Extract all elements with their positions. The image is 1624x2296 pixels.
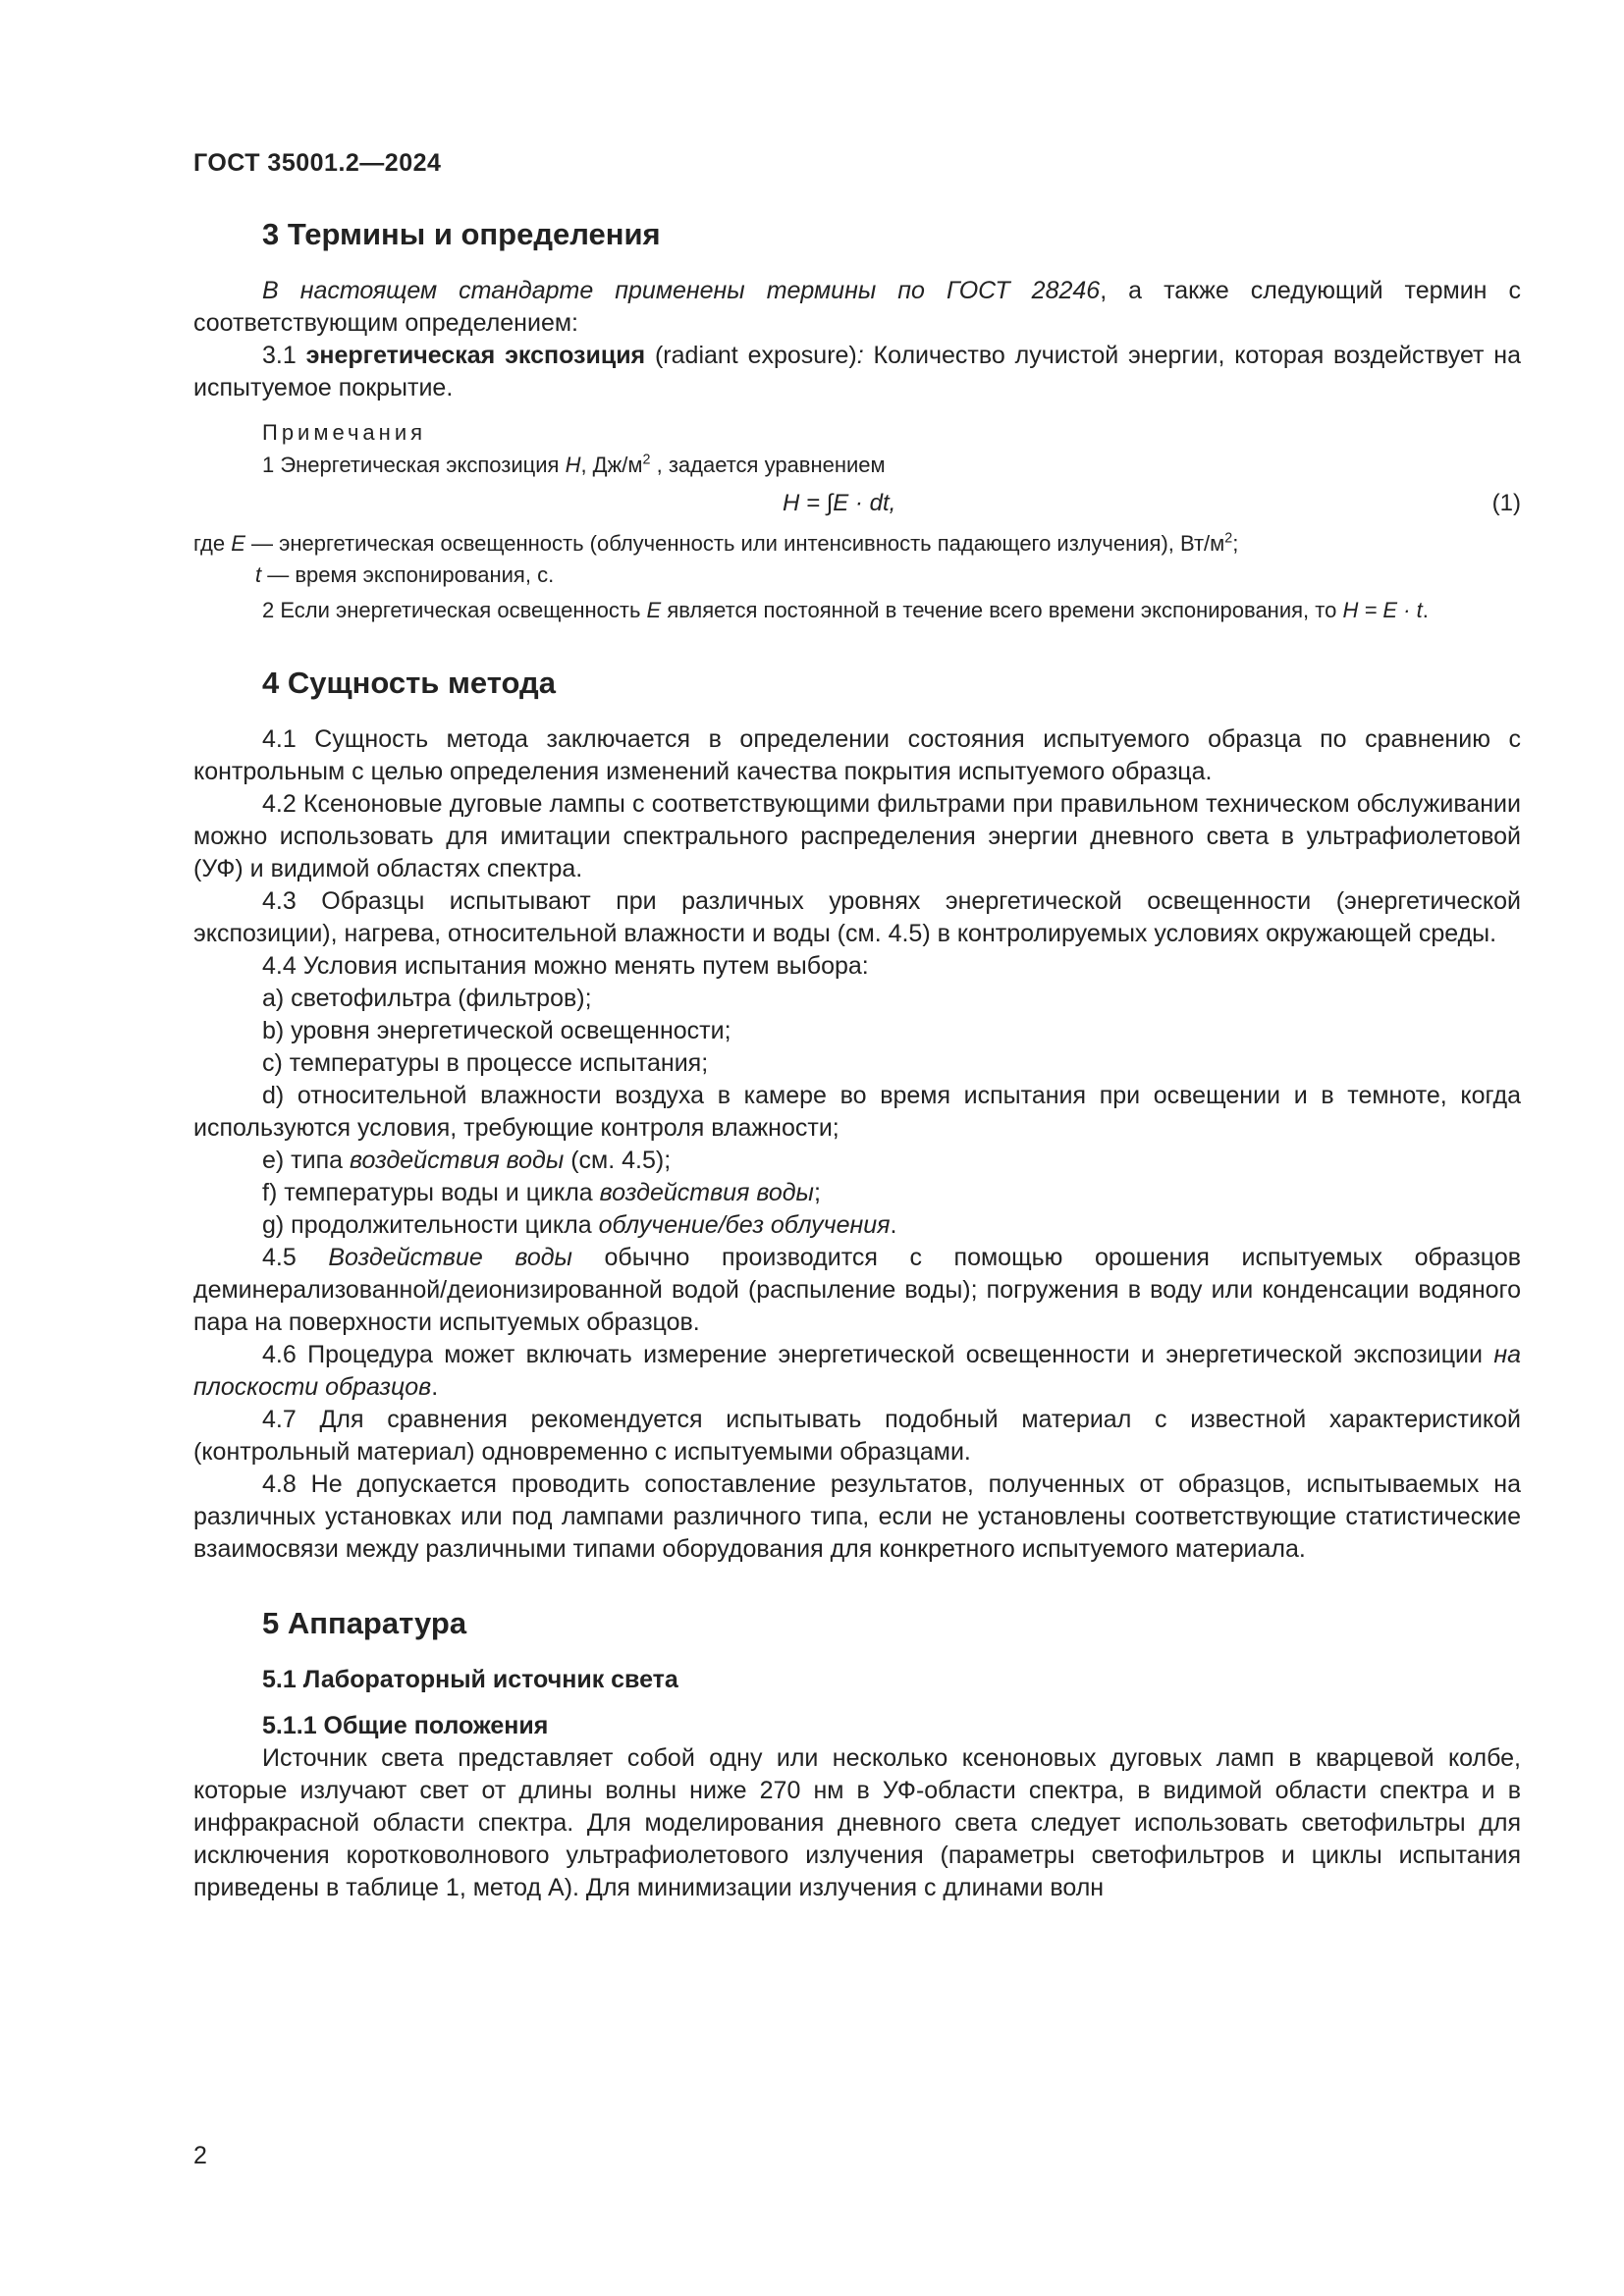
list-item-f-text-a: f) температуры воды и цикла [262, 1179, 600, 1206]
where-e-end: ; [1232, 531, 1239, 556]
note-1-text-c: , задается уравнением [650, 453, 886, 477]
intro-italic: В настоящем стандарте применены термины по ГОСТ 28246 [262, 277, 1101, 304]
term-english: (radiant exposure) [645, 342, 857, 369]
note-2-text-a: 2 Если энергетическая освещенность [262, 598, 647, 622]
paragraph-4-3: 4.3 Образцы испытывают при различных уровнях энергетической освещенности (энергетической экспозиции), нагрева, относительной влажности и воды (см. 4.5) в контролируемых условиях окружающей среды. [193, 887, 1521, 947]
paragraph-4-5-text: обычно производится с помощью орошения испытуемых образцов деминерализованной/деионизированной водой (распыление воды); погружения в воду или конденсации водяного пара на поверхности испытуемых образцов. [193, 1244, 1522, 1336]
where-t [255, 560, 1521, 591]
where-e [193, 528, 1521, 560]
list-item-e-italic: воздействия воды [349, 1147, 565, 1174]
term-colon: : [856, 342, 864, 369]
formula-number: (1) [1491, 490, 1521, 516]
term-3-1 [193, 340, 1521, 404]
list-item-b: b) уровня энергетической освещенности; [262, 1017, 731, 1044]
paragraph-4-4: 4.4 Условия испытания можно менять путем выбора: [262, 952, 869, 980]
list-item-d: d) относительной влажности воздуха в камере во время испытания при освещении и в темноте, когда используются условия, требующие контроля влажности; [193, 1082, 1521, 1142]
subsection-5-1-1-title: 5.1.1 Общие положения [262, 1712, 549, 1739]
document-header: ГОСТ 35001.2—2024 [193, 149, 442, 177]
paragraph-4-6-text: 4.6 Процедура может включать измерение энергетической освещенности и энергетической экспозиции [262, 1341, 1494, 1368]
section-4-title: 4 Сущность метода [262, 666, 556, 700]
list-item-c: c) температуры в процессе испытания; [262, 1049, 709, 1077]
note-2-formula: H = E · t [1342, 598, 1423, 622]
term-name: энергетическая экспозиция [305, 342, 646, 369]
list-item-g-italic: облучение/без облучения [598, 1211, 891, 1239]
paragraph-5-1-1: Источник света представляет собой одну или несколько ксеноновых дуговых ламп в кварцевой колбе, которые излучают свет от длины волны ниже 270 нм в УФ-области спектра, в видимой области спектра и в инфракрасной области спектра. Для моделирования дневного света следует использовать светофильтры для исключения коротковолнового ультрафиолетового излучения (параметры светофильтров и циклы испытания приведены в таблице 1, метод А). Для минимизации излучения с длинами волн [193, 1744, 1521, 1901]
note-1-text-a: 1 Энергетическая экспозиция [262, 453, 566, 477]
page-number: 2 [193, 2142, 207, 2169]
paragraph-4-1: 4.1 Сущность метода заключается в определении состояния испытуемого образца по сравнению с контрольным с целью определения изменений качества покрытия испытуемого образца. [193, 725, 1521, 785]
where-symbol-e: E [231, 531, 245, 556]
list-item-g [193, 1209, 1521, 1242]
paragraph-4-8: 4.8 Не допускается проводить сопоставление результатов, полученных от образцов, испытываемых на различных установках или под лампами различного типа, если не установлены соответствующие статистические взаимосвязи между различными типами оборудования для конкретного испытуемого материала. [193, 1470, 1521, 1563]
note-2-text-b: является постоянной в течение всего времени экспонирования, то [661, 598, 1343, 622]
list-item-f-italic: воздействия воды [599, 1179, 814, 1206]
note-1-text-b: , Дж/м [580, 453, 643, 477]
where-e-text: — энергетическая освещенность (облученность или интенсивность падающего излучения), Вт/м [244, 531, 1225, 556]
paragraph-4-6-italic: на плоскости образцов [193, 1341, 1521, 1401]
note-1-symbol-h: H [565, 453, 581, 477]
formula-1: H = ∫E · dt, [783, 490, 896, 516]
where-e-sup: 2 [1224, 530, 1233, 547]
paragraph-4-6-end: . [431, 1373, 439, 1401]
note-2-end: . [1422, 598, 1429, 622]
list-item-g-text-b: . [890, 1211, 897, 1239]
where-t-text: — время экспонирования, с. [261, 562, 555, 587]
list-item-g-text-a: g) продолжительности цикла [262, 1211, 599, 1239]
paragraph-4-5-number: 4.5 [262, 1244, 329, 1271]
paragraph-4-5 [193, 1242, 1521, 1339]
list-item-a: a) светофильтра (фильтров); [262, 985, 592, 1012]
note-2 [193, 595, 1521, 625]
list-item-f-text-b: ; [813, 1179, 821, 1206]
formula-row [193, 481, 1521, 524]
notes-title: Примечания [262, 420, 427, 445]
section-3-title: 3 Термины и определения [262, 217, 661, 251]
paragraph-4-2: 4.2 Ксеноновые дуговые лампы с соответствующими фильтрами при правильном техническом обслуживании можно использовать для имитации спектрального распределения энергии дневного света в ультрафиолетовой (УФ) и видимой областях спектра. [193, 790, 1521, 882]
section-3-intro [193, 275, 1521, 340]
list-item-e-text-b: (см. 4.5); [564, 1147, 672, 1174]
intro-rest: , а также следующий термин с соответствующим определением: [193, 277, 1522, 337]
paragraph-4-5-italic: Воздействие воды [328, 1244, 572, 1271]
paragraph-4-7: 4.7 Для сравнения рекомендуется испытывать подобный материал с известной характеристикой (контрольный материал) одновременно с испытуемыми образцами. [193, 1406, 1521, 1466]
term-definition: Количество лучистой энергии, которая воздействует на испытуемое покрытие. [193, 342, 1522, 401]
paragraph-4-6 [193, 1339, 1521, 1404]
where-label: где [193, 531, 232, 556]
list-item-e-text-a: e) типа [262, 1147, 350, 1174]
where-symbol-t: t [255, 562, 262, 587]
term-number: 3.1 [262, 342, 306, 369]
note-2-symbol-e: E [646, 598, 662, 622]
subsection-5-1-title: 5.1 Лабораторный источник света [262, 1666, 678, 1693]
list-item-f [193, 1177, 1521, 1209]
document-body [193, 216, 1521, 1904]
note-1 [262, 449, 1521, 481]
note-1-sup: 2 [642, 452, 651, 468]
list-item-e [193, 1145, 1521, 1177]
section-5-title: 5 Аппаратура [262, 1606, 467, 1640]
